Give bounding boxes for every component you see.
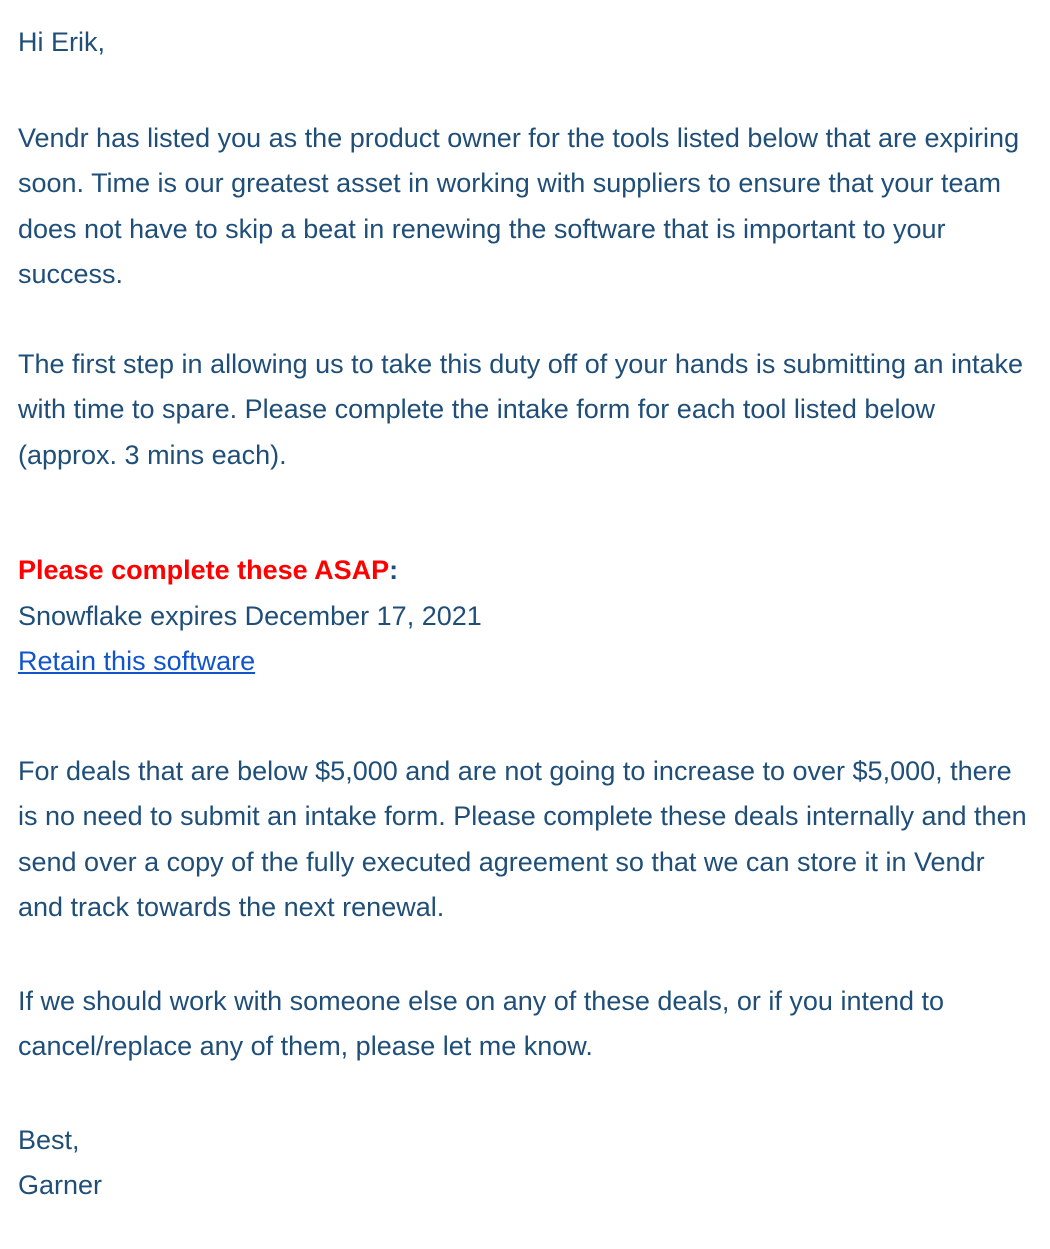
asap-heading-text: Please complete these ASAP xyxy=(18,555,390,585)
greeting: Hi Erik, xyxy=(18,27,105,57)
first-step-paragraph: The first step in allowing us to take this duty off of your hands is submitting an intake with time to spare. Please complete the intake form for each tool listed below (approx. 3 mins each). xyxy=(18,348,1024,470)
asap-heading-colon: : xyxy=(389,555,399,585)
asap-heading xyxy=(18,548,1032,594)
retain-software-link[interactable]: Retain this software xyxy=(18,646,256,676)
expiry-line: Snowflake expires December 17, 2021 xyxy=(18,600,482,631)
deals-paragraph: For deals that are below $5,000 and are not going to increase to over $5,000, there is no need to submit an intake form. Please complete these deals internally and then send over a copy of the fully executed agreement so that we can store it in Vendr and track towards the next renewal. xyxy=(18,755,1027,922)
retain-link-line xyxy=(18,639,1032,685)
someone-else-paragraph: If we should work with someone else on any of these deals, or if you intend to cancel/replace any of them, please let me know. xyxy=(18,985,945,1061)
closing: Best, xyxy=(18,1124,80,1155)
signature: Garner xyxy=(18,1170,103,1200)
intro-paragraph: Vendr has listed you as the product owner for the tools listed below that are expiring soon. Time is our greatest asset in working with suppliers to ensure that your team does not have to skip a beat in renewing the software that is important to your success. xyxy=(18,122,1020,289)
